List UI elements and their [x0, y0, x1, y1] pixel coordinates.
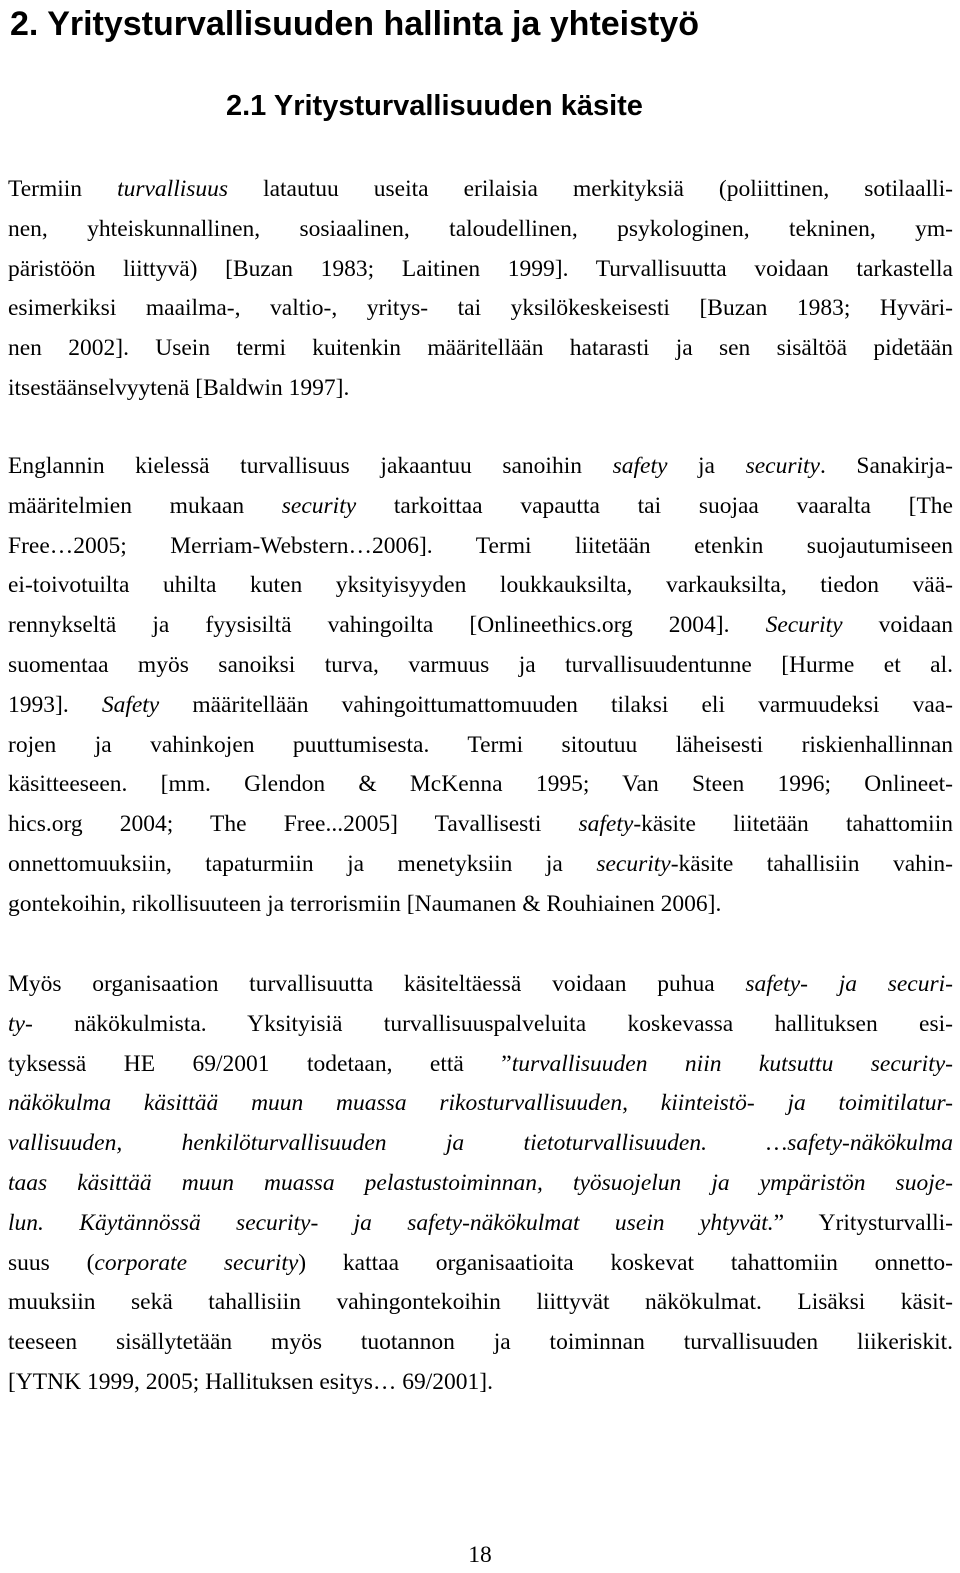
italic-text: security	[596, 850, 671, 877]
page-number: 18	[468, 1542, 492, 1568]
text-run: muuksiin sekä tahallisiin vahingontekoihin liittyvät näkökulmat. Lisäksi käsit-	[8, 1289, 953, 1316]
text-run: -käsite tahallisiin vahin-	[670, 850, 953, 877]
text-line	[8, 1124, 953, 1164]
text-run: suomentaa myös sanoiksi turva, varmuus ja turvallisuudentunne [Hurme et al.	[8, 651, 953, 678]
text-run: hics.org 2004; The Free...2005] Tavallisesti	[8, 811, 579, 838]
text-line	[8, 566, 953, 606]
text-run: määritelmien mukaan	[8, 492, 282, 519]
text-run: esimerkiksi maailma-, valtio-, yritys- tai yksilökeskeisesti [Buzan 1983; Hyväri-	[8, 295, 953, 322]
text-line	[8, 170, 953, 210]
paragraph-2	[8, 447, 953, 925]
italic-text: turvallisuus	[117, 176, 229, 202]
italic-text: security	[745, 453, 820, 479]
text-run: rojen ja vahinkojen puuttumisesta. Termi sitoutuu läheisesti riskienhallinnan	[8, 731, 953, 758]
text-run: käsitteeseen. [mm. Glendon & McKenna 1995; Van Steen 1996; Onlineet-	[8, 771, 953, 798]
text-line	[8, 1164, 953, 1204]
text-line	[8, 250, 953, 290]
text-run: Englannin kielessä turvallisuus jakaantuu sanoihin	[8, 453, 613, 479]
text-run: ei-toivotuilta uhilta kuten yksityisyyden loukkauksilta, varkauksilta, tiedon vää-	[8, 572, 953, 599]
text-run: Free…2005; Merriam-Webstern…2006]. Termi liitetään etenkin suojautumiseen	[8, 532, 953, 559]
text-line	[8, 329, 953, 369]
italic-text: näkökulma käsittää muun muassa rikosturvallisuuden, kiinteistö- ja toimitilatur-	[8, 1090, 953, 1117]
text-line	[8, 1005, 953, 1045]
text-line	[8, 447, 953, 487]
text-line	[8, 1204, 953, 1244]
text-run: latautuu useita erilaisia merkityksiä (poliittinen, sotilaalli-	[228, 176, 954, 202]
text-run: nen 2002]. Usein termi kuitenkin määritellään hatarasti ja sen sisältöä pidetään	[8, 335, 953, 362]
text-run: ja	[667, 453, 746, 479]
text-run: määritellään vahingoittumattomuuden tilaksi eli varmuudeksi vaa-	[159, 691, 954, 718]
text-line	[8, 726, 953, 766]
italic-text: lun. Käytännössä security- ja safety-näkökulmat usein yhtyvät.	[8, 1209, 774, 1236]
text-line	[8, 369, 953, 409]
paragraph-3	[8, 965, 953, 1403]
text-line	[8, 1323, 953, 1363]
text-run: teeseen sisällytetään myös tuotannon ja toiminnan turvallisuuden liikeriskit.	[8, 1329, 953, 1356]
text-run: -käsite liitetään tahattomiin	[633, 811, 953, 838]
text-line	[8, 1084, 953, 1124]
text-run: . Sanakirja-	[819, 453, 953, 479]
text-line	[8, 845, 953, 885]
text-run: suus (	[8, 1249, 95, 1276]
italic-text: turvallisuuden niin kutsuttu security-	[511, 1050, 953, 1077]
text-line	[8, 1244, 953, 1284]
text-line	[8, 289, 953, 329]
text-line	[8, 527, 953, 567]
text-run: nen, yhteiskunnallinen, sosiaalinen, taloudellinen, psykologinen, tekninen, ym-	[8, 215, 953, 242]
text-line	[8, 1283, 953, 1323]
text-run: rennykseltä ja fyysisiltä vahingoilta [Onlineethics.org 2004].	[8, 612, 766, 639]
paragraph-1	[8, 170, 953, 409]
italic-text: vallisuuden, henkilöturvallisuuden ja tietoturvallisuuden. …safety-näkökulma	[8, 1130, 953, 1157]
chapter-heading: 2. Yritysturvallisuuden hallinta ja yhteistyö	[10, 5, 700, 43]
text-line	[8, 885, 953, 925]
text-line	[8, 686, 953, 726]
text-line	[8, 210, 953, 250]
text-run: Myös organisaation turvallisuutta käsiteltäessä voidaan puhua	[8, 971, 746, 997]
text-line	[8, 965, 953, 1005]
text-run: tarkoittaa vapautta tai suojaa vaaralta [The	[356, 492, 953, 519]
text-run: ) kattaa organisaatioita koskevat tahattomiin onnetto-	[298, 1249, 953, 1276]
text-line	[8, 805, 953, 845]
italic-text: corporate security	[94, 1249, 299, 1276]
text-run: tyksessä HE 69/2001 todetaan, että ”	[8, 1050, 512, 1077]
text-run: Termiin	[8, 176, 118, 202]
italic-text: Security	[765, 612, 843, 639]
italic-text: ty-	[8, 1010, 33, 1037]
italic-text: safety	[578, 811, 634, 838]
text-line	[8, 1363, 953, 1403]
text-run: näkökulmista. Yksityisiä turvallisuuspalveluita koskevassa hallituksen esi-	[32, 1010, 953, 1037]
text-run: ” Yritysturvalli-	[773, 1209, 953, 1236]
text-run: voidaan	[842, 612, 954, 639]
italic-text: security	[281, 492, 357, 519]
text-run: [YTNK 1999, 2005; Hallituksen esitys… 69/2001].	[8, 1368, 493, 1395]
text-line	[8, 606, 953, 646]
text-line	[8, 765, 953, 805]
italic-text: safety- ja securi-	[745, 971, 953, 997]
italic-text: Safety	[101, 691, 160, 718]
text-run: päristöön liittyvä) [Buzan 1983; Laitinen 1999]. Turvallisuutta voidaan tarkastella	[8, 255, 953, 282]
section-heading: 2.1 Yritysturvallisuuden käsite	[226, 90, 643, 122]
text-run: onnettomuuksiin, tapaturmiin ja menetyksiin ja	[8, 850, 597, 877]
text-line	[8, 487, 953, 527]
text-run: gontekoihin, rikollisuuteen ja terrorismiin [Naumanen & Rouhiainen 2006].	[8, 890, 722, 917]
italic-text: taas käsittää muun muassa pelastustoiminnan, työsuojelun ja ympäristön suoje-	[8, 1169, 953, 1196]
italic-text: safety	[612, 453, 668, 479]
text-run: 1993].	[8, 691, 102, 718]
text-run: itsestäänselvyytenä [Baldwin 1997].	[8, 374, 350, 401]
text-line	[8, 646, 953, 686]
text-line	[8, 1045, 953, 1085]
